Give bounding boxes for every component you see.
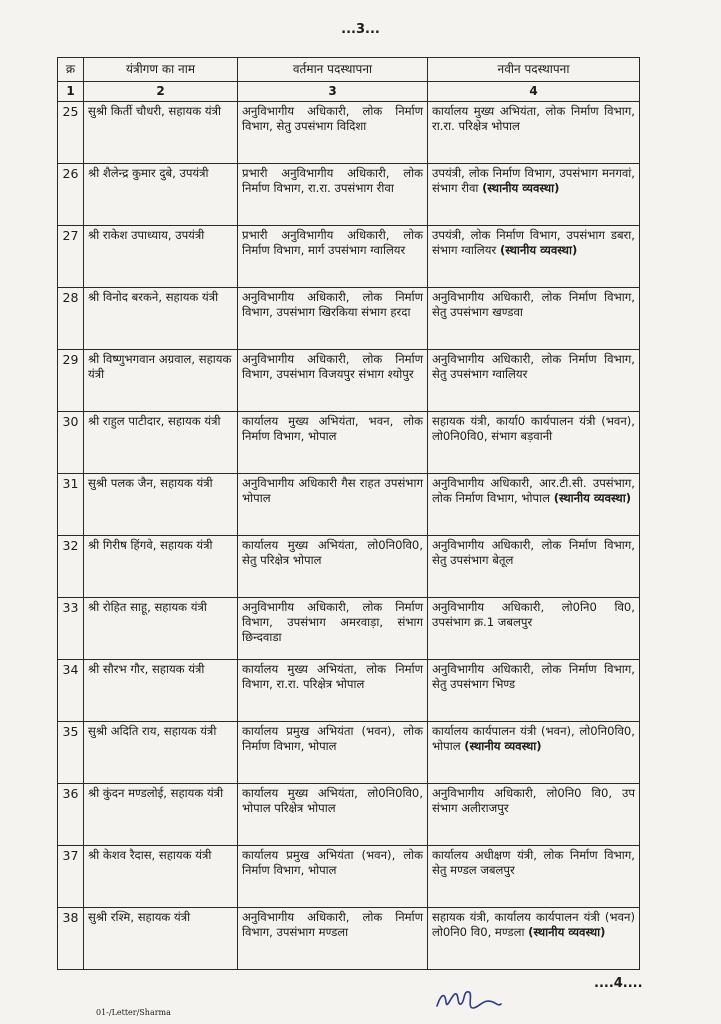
header-row bbox=[58, 58, 640, 82]
current-posting-text: अनुविभागीय अधिकारी, लोक निर्माण विभाग, उपसंभाग मण्डला bbox=[242, 910, 423, 939]
serial-number-text: 31 bbox=[62, 476, 79, 491]
current-posting bbox=[238, 474, 428, 536]
current-posting-text: अनुविभागीय अधिकारी, लोक निर्माण विभाग, उपसंभाग विजयपुर संभाग श्योपुर bbox=[242, 352, 423, 381]
serial-number-text: 29 bbox=[62, 352, 79, 367]
local-arrangement-note: (स्थानीय व्यवस्था) bbox=[482, 181, 560, 195]
current-posting bbox=[238, 908, 428, 970]
table-row bbox=[58, 164, 640, 226]
serial-number bbox=[58, 846, 84, 908]
current-posting-text: प्रभारी अनुविभागीय अधिकारी, लोक निर्माण विभाग, मार्ग उपसंभाग ग्वालियर bbox=[242, 228, 423, 257]
new-posting-text: अनुविभागीय अधिकारी, लो0नि0 वि0, उप संभाग अलीराजपुर bbox=[432, 786, 635, 815]
new-posting bbox=[428, 226, 640, 288]
serial-number-text: 27 bbox=[62, 228, 79, 243]
new-posting-text: अनुविभागीय अधिकारी, लोक निर्माण विभाग, सेतु उपसंभाग ग्वालियर bbox=[432, 352, 635, 381]
table-row bbox=[58, 102, 640, 164]
new-posting bbox=[428, 908, 640, 970]
engineer-name bbox=[84, 598, 238, 660]
current-posting bbox=[238, 350, 428, 412]
serial-number-text: 28 bbox=[62, 290, 79, 305]
table-row bbox=[58, 908, 640, 970]
engineer-name-text: श्री सौरभ गौर, सहायक यंत्री bbox=[88, 662, 205, 676]
serial-number-text: 37 bbox=[62, 848, 79, 863]
engineer-name-text: श्री कुंदन मण्डलोई, सहायक यंत्री bbox=[88, 786, 224, 800]
serial-number bbox=[58, 598, 84, 660]
serial-number bbox=[58, 908, 84, 970]
serial-number bbox=[58, 350, 84, 412]
current-posting-text: कार्यालय प्रमुख अभियंता (भवन), लोक निर्माण विभाग, भोपाल bbox=[242, 724, 423, 753]
serial-number-text: 25 bbox=[62, 104, 79, 119]
table-row bbox=[58, 474, 640, 536]
engineer-name-text: सुश्री पलक जैन, सहायक यंत्री bbox=[88, 476, 213, 490]
new-posting-text: अनुविभागीय अधिकारी, लोक निर्माण विभाग, सेतु उपसंभाग खण्डवा bbox=[432, 290, 635, 319]
current-posting bbox=[238, 598, 428, 660]
serial-number-text: 35 bbox=[62, 724, 79, 739]
engineer-name-text: श्री राकेश उपाध्याय, उपयंत्री bbox=[88, 228, 205, 242]
serial-number bbox=[58, 722, 84, 784]
table-body bbox=[58, 102, 640, 970]
engineer-name bbox=[84, 846, 238, 908]
serial-number bbox=[58, 536, 84, 598]
table-row bbox=[58, 288, 640, 350]
current-posting bbox=[238, 102, 428, 164]
current-posting bbox=[238, 412, 428, 474]
serial-number-text: 34 bbox=[62, 662, 79, 677]
engineer-name bbox=[84, 474, 238, 536]
current-posting-text: अनुविभागीय अधिकारी गैस राहत उपसंभाग भोपाल bbox=[242, 476, 423, 505]
serial-number bbox=[58, 164, 84, 226]
engineer-name-text: श्री राहुल पाटीदार, सहायक यंत्री bbox=[88, 414, 221, 428]
engineer-name-text: श्री विष्णुभगवान अग्रवाल, सहायक यंत्री bbox=[88, 352, 232, 381]
current-posting-text: कार्यालय मुख्य अभियंता, लोक निर्माण विभाग, रा.रा. परिक्षेत्र भोपाल bbox=[242, 662, 423, 691]
serial-number bbox=[58, 660, 84, 722]
serial-number-text: 30 bbox=[62, 414, 79, 429]
new-posting-text: अनुविभागीय अधिकारी, लोक निर्माण विभाग, सेतु उपसंभाग भिण्ड bbox=[432, 662, 635, 691]
engineer-name bbox=[84, 226, 238, 288]
local-arrangement-note: (स्थानीय व्यवस्था) bbox=[499, 243, 578, 257]
new-posting bbox=[428, 846, 640, 908]
column-number: 2 bbox=[84, 82, 238, 102]
engineer-name-text: श्री रोहित साहू, सहायक यंत्री bbox=[88, 600, 207, 614]
new-posting bbox=[428, 660, 640, 722]
table-row bbox=[58, 722, 640, 784]
new-posting bbox=[428, 474, 640, 536]
serial-number bbox=[58, 288, 84, 350]
engineer-name-text: सुश्री रश्मि, सहायक यंत्री bbox=[88, 910, 191, 924]
page-number-top: ...3... bbox=[341, 22, 380, 37]
column-number-row bbox=[58, 82, 640, 102]
new-posting-text: उपयंत्री, लोक निर्माण विभाग, उपसंभाग मनगवां, संभाग रीवा bbox=[432, 166, 635, 195]
current-posting bbox=[238, 226, 428, 288]
serial-number-text: 33 bbox=[62, 600, 79, 615]
engineer-name bbox=[84, 722, 238, 784]
footer-reference: 01-/Letter/Sharma bbox=[96, 1008, 171, 1017]
new-posting bbox=[428, 350, 640, 412]
current-posting bbox=[238, 288, 428, 350]
engineer-name bbox=[84, 412, 238, 474]
next-page-marker: ....4.... bbox=[594, 976, 643, 991]
table-row bbox=[58, 660, 640, 722]
transfer-table bbox=[57, 57, 640, 970]
new-posting bbox=[428, 412, 640, 474]
signature-mark bbox=[433, 984, 503, 1016]
serial-number bbox=[58, 784, 84, 846]
engineer-name bbox=[84, 164, 238, 226]
engineer-name-text: श्री विनोद बरकने, सहायक यंत्री bbox=[88, 290, 219, 304]
new-posting-text: कार्यालय कार्यपालन यंत्री (भवन), लो0नि0वि0, भोपाल bbox=[432, 724, 635, 753]
local-arrangement-note: (स्थानीय व्यवस्था) bbox=[528, 925, 606, 939]
new-posting-text: कार्यालय अधीक्षण यंत्री, लोक निर्माण विभाग, सेतु मण्डल जबलपुर bbox=[432, 848, 635, 877]
current-posting bbox=[238, 536, 428, 598]
engineer-name bbox=[84, 102, 238, 164]
engineer-name bbox=[84, 908, 238, 970]
new-posting-text: सहायक यंत्री, कार्या0 कार्यपालन यंत्री (भवन), लो0नि0वि0, संभाग बड़वानी bbox=[432, 414, 635, 443]
new-posting-text: अनुविभागीय अधिकारी, आर.टी.सी. उपसंभाग, लोक निर्माण विभाग, भोपाल bbox=[432, 476, 635, 505]
new-posting bbox=[428, 784, 640, 846]
engineer-name-text: श्री गिरीष हिंगवे, सहायक यंत्री bbox=[88, 538, 213, 552]
engineer-name bbox=[84, 288, 238, 350]
current-posting-text: अनुविभागीय अधिकारी, लोक निर्माण विभाग, उपसंभाग खिरकिया संभाग हरदा bbox=[242, 290, 423, 319]
serial-number bbox=[58, 412, 84, 474]
current-posting-text: अनुविभागीय अधिकारी, लोक निर्माण विभाग, सेतु उपसंभाग विदिशा bbox=[242, 104, 423, 133]
local-arrangement-note: (स्थानीय व्यवस्था) bbox=[553, 491, 631, 505]
header-name: यंत्रीगण का नाम bbox=[84, 58, 238, 82]
column-number: 3 bbox=[238, 82, 428, 102]
header-current-posting: वर्तमान पदस्थापना bbox=[238, 58, 428, 82]
engineer-name-text: श्री शैलेन्द्र कुमार दुबे, उपयंत्री bbox=[88, 166, 209, 180]
table-row bbox=[58, 412, 640, 474]
new-posting bbox=[428, 102, 640, 164]
current-posting bbox=[238, 660, 428, 722]
serial-number-text: 38 bbox=[62, 910, 79, 925]
new-posting-text: अनुविभागीय अधिकारी, लो0नि0 वि0, उपसंभाग क्र.1 जबलपुर bbox=[432, 600, 635, 629]
local-arrangement-note: (स्थानीय व्यवस्था) bbox=[464, 739, 542, 753]
table-row bbox=[58, 536, 640, 598]
current-posting-text: कार्यालय मुख्य अभियंता, लो0नि0वि0, भोपाल परिक्षेत्र भोपाल bbox=[242, 786, 423, 815]
serial-number bbox=[58, 102, 84, 164]
serial-number bbox=[58, 474, 84, 536]
new-posting bbox=[428, 288, 640, 350]
current-posting bbox=[238, 846, 428, 908]
serial-number-text: 32 bbox=[62, 538, 79, 553]
engineer-name bbox=[84, 536, 238, 598]
engineer-name bbox=[84, 784, 238, 846]
table-row bbox=[58, 350, 640, 412]
new-posting-text: अनुविभागीय अधिकारी, लोक निर्माण विभाग, सेतु उपसंभाग बेतूल bbox=[432, 538, 635, 567]
engineer-name-text: सुश्री अदिति राय, सहायक यंत्री bbox=[88, 724, 217, 738]
header-serial: क्र bbox=[58, 58, 84, 82]
current-posting-text: अनुविभागीय अधिकारी, लोक निर्माण विभाग, उपसंभाग अमरवाड़ा, संभाग छिन्दवाडा bbox=[242, 600, 423, 644]
current-posting-text: कार्यालय मुख्य अभियंता, लो0नि0वि0, सेतु परिक्षेत्र भोपाल bbox=[242, 538, 423, 567]
current-posting-text: कार्यालय मुख्य अभियंता, भवन, लोक निर्माण विभाग, भोपाल bbox=[242, 414, 423, 443]
new-posting-text: कार्यालय मुख्य अभियंता, लोक निर्माण विभाग, रा.रा. परिक्षेत्र भोपाल bbox=[432, 104, 635, 133]
current-posting-text: प्रभारी अनुविभागीय अधिकारी, लोक निर्माण विभाग, रा.रा. उपसंभाग रीवा bbox=[242, 166, 423, 195]
current-posting-text: कार्यालय प्रमुख अभियंता (भवन), लोक निर्माण विभाग, भोपाल bbox=[242, 848, 423, 877]
engineer-name bbox=[84, 350, 238, 412]
engineer-name-text: श्री केशव रैदास, सहायक यंत्री bbox=[88, 848, 212, 862]
table-row bbox=[58, 784, 640, 846]
table-row bbox=[58, 846, 640, 908]
serial-number-text: 26 bbox=[62, 166, 79, 181]
table-row bbox=[58, 226, 640, 288]
header-new-posting: नवीन पदस्थापना bbox=[428, 58, 640, 82]
current-posting bbox=[238, 164, 428, 226]
new-posting-text: उपयंत्री, लोक निर्माण विभाग, उपसंभाग डबरा, संभाग ग्वालियर bbox=[432, 228, 635, 257]
new-posting-text: सहायक यंत्री, कार्यालय कार्यपालन यंत्री (भवन) लो0नि0 वि0, मण्डला bbox=[432, 910, 635, 939]
table-row bbox=[58, 598, 640, 660]
new-posting bbox=[428, 536, 640, 598]
serial-number-text: 36 bbox=[62, 786, 79, 801]
new-posting bbox=[428, 722, 640, 784]
column-number: 1 bbox=[58, 82, 84, 102]
current-posting bbox=[238, 784, 428, 846]
current-posting bbox=[238, 722, 428, 784]
engineer-name-text: सुश्री किर्ती चौधरी, सहायक यंत्री bbox=[88, 104, 221, 118]
new-posting bbox=[428, 164, 640, 226]
serial-number bbox=[58, 226, 84, 288]
new-posting bbox=[428, 598, 640, 660]
engineer-name bbox=[84, 660, 238, 722]
column-number: 4 bbox=[428, 82, 640, 102]
